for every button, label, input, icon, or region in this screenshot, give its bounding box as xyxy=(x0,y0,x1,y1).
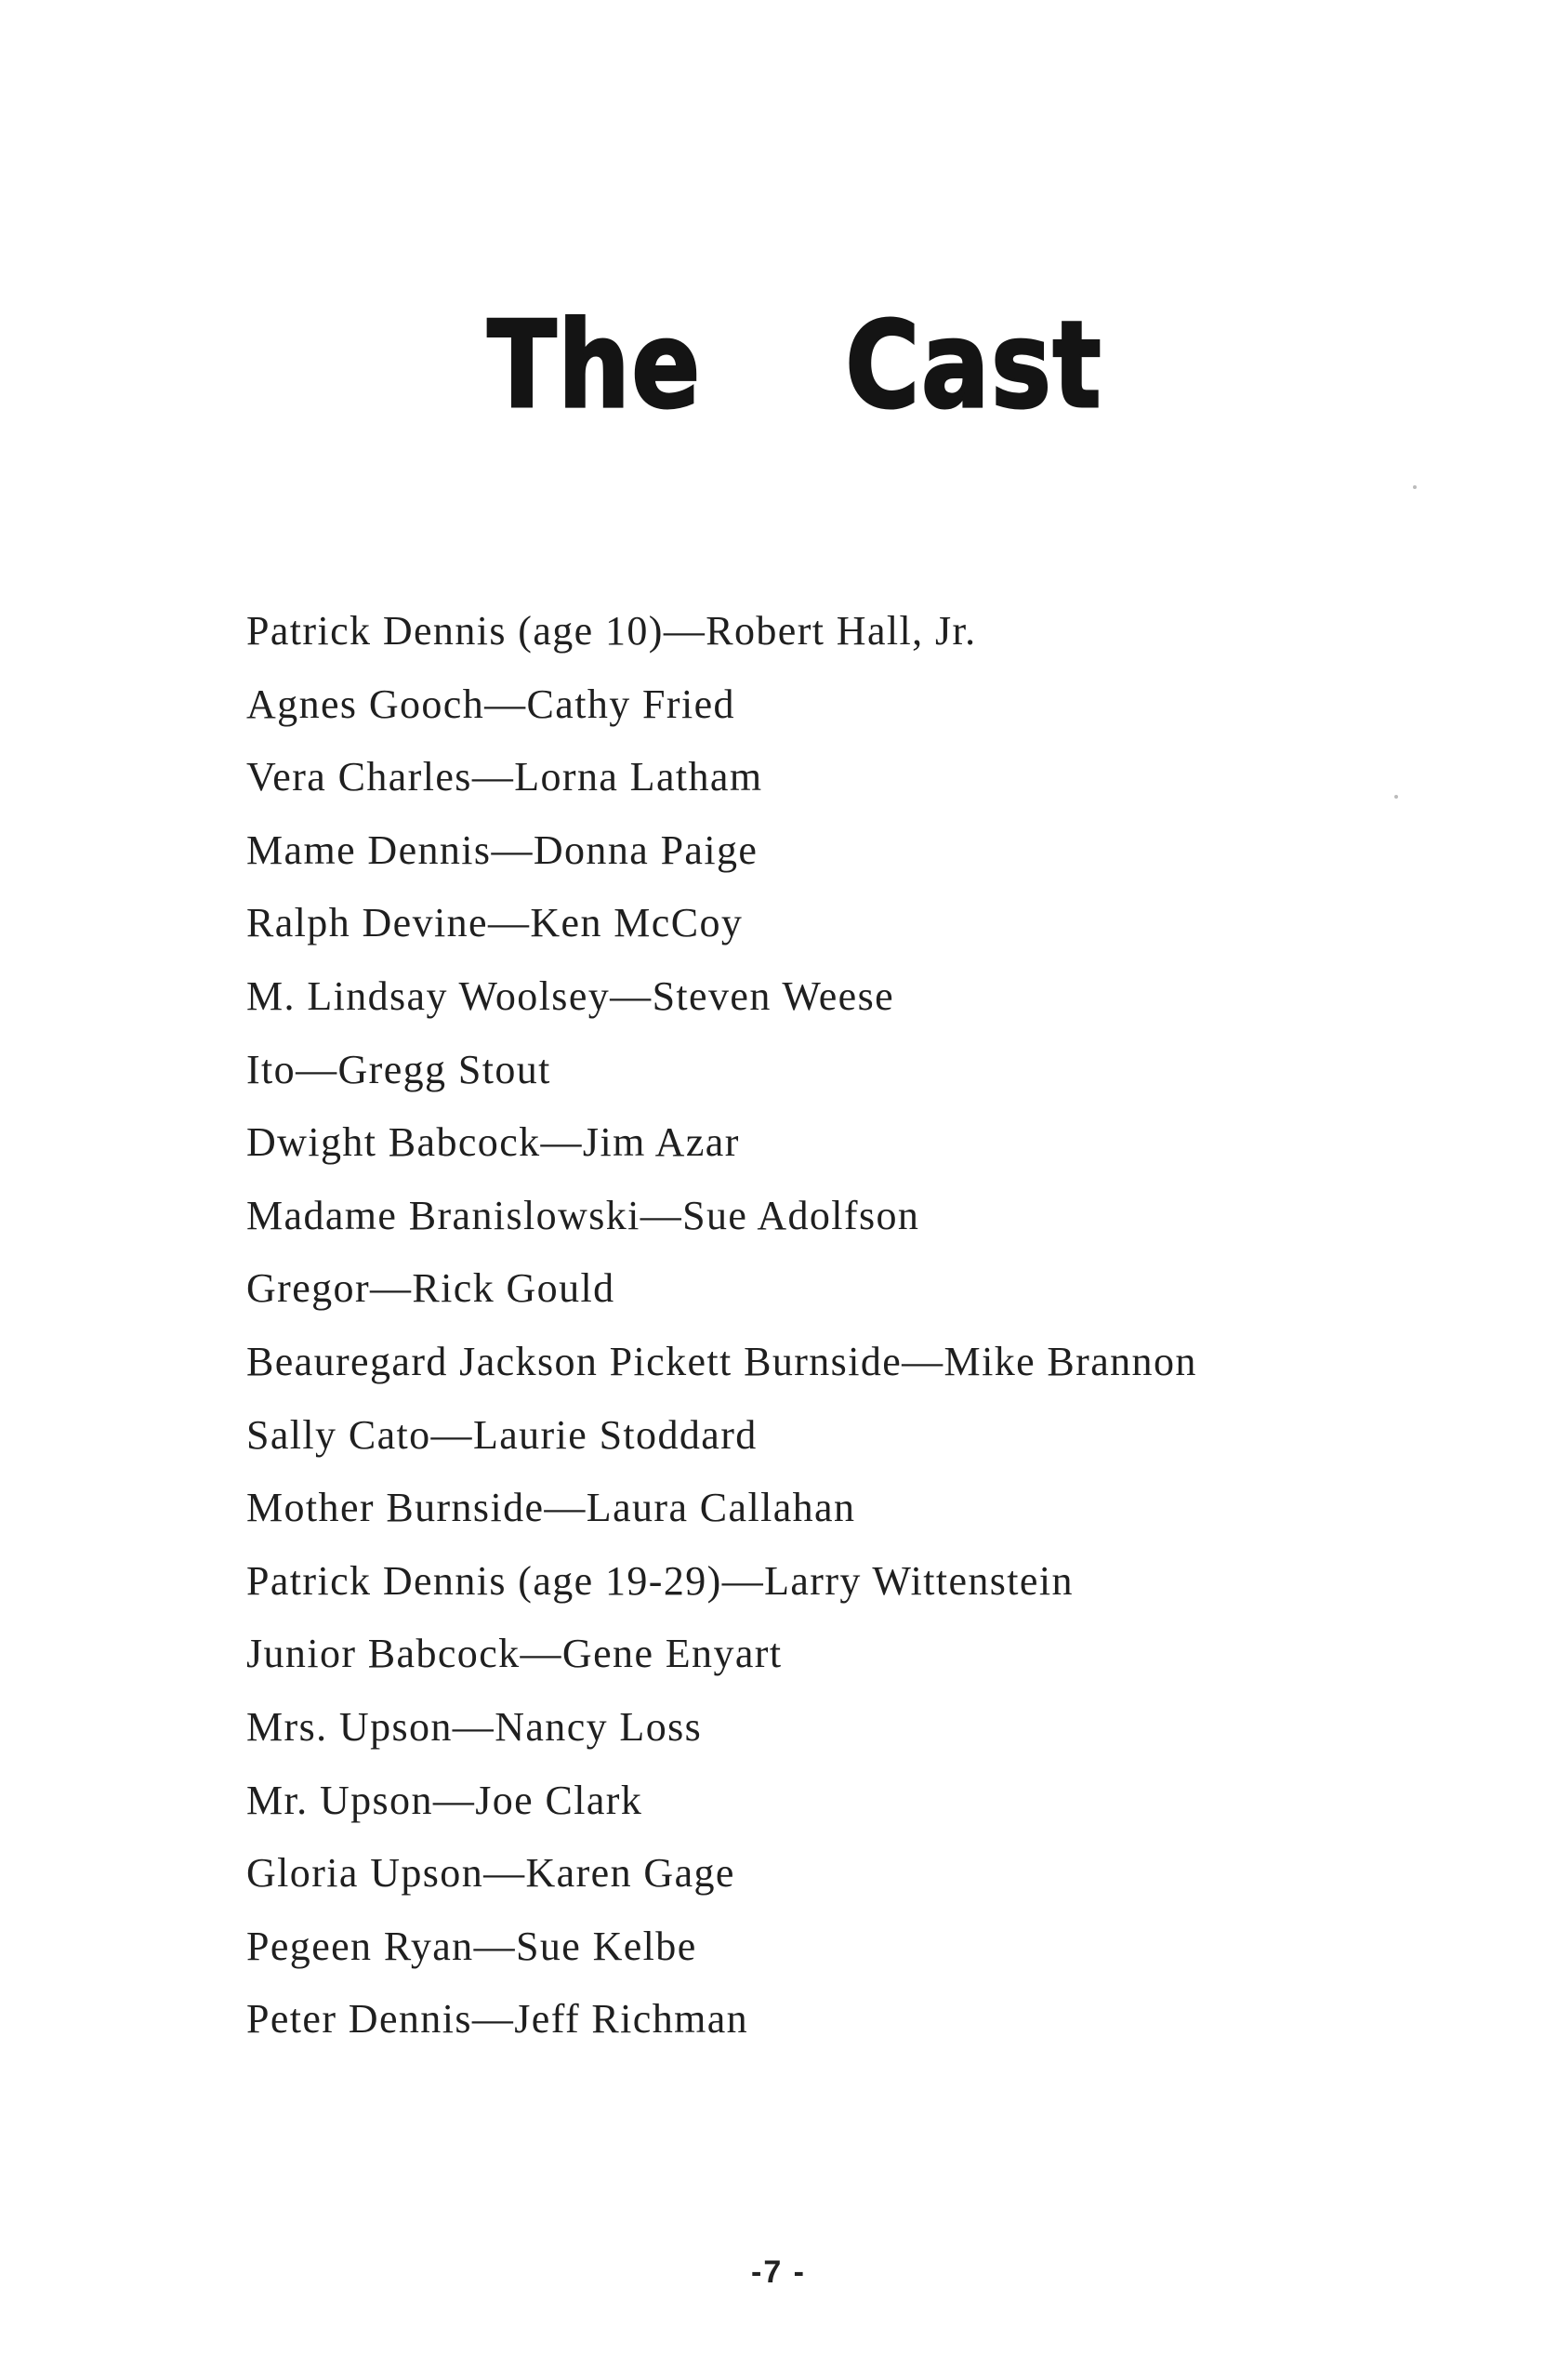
cast-entry: Agnes Gooch—Cathy Fried xyxy=(246,681,735,727)
cast-entry: Ralph Devine—Ken McCoy xyxy=(246,900,744,946)
cast-entry: Vera Charles—Lorna Latham xyxy=(246,754,763,800)
cast-entry: Mother Burnside—Laura Callahan xyxy=(246,1485,856,1531)
page-title xyxy=(0,297,1557,456)
title-word-the: The xyxy=(487,297,702,435)
cast-entry: M. Lindsay Woolsey—Steven Weese xyxy=(246,972,895,1019)
cast-entry: Beauregard Jackson Pickett Burnside—Mike Brannon xyxy=(246,1338,1197,1384)
cast-entry: Sally Cato—Laurie Stoddard xyxy=(246,1411,758,1458)
cast-entry: Gloria Upson—Karen Gage xyxy=(246,1850,735,1897)
cast-entry: Pegeen Ryan—Sue Kelbe xyxy=(246,1923,697,1969)
paper-speck xyxy=(1413,485,1417,489)
cast-entry: Peter Dennis—Jeff Richman xyxy=(246,1996,749,2043)
cast-entry: Mr. Upson—Joe Clark xyxy=(246,1777,643,1823)
cast-entry: Patrick Dennis (age 19-29)—Larry Wittenstein xyxy=(246,1557,1074,1604)
cast-entry: Patrick Dennis (age 10)—Robert Hall, Jr. xyxy=(246,608,977,654)
title-word-cast: Cast xyxy=(845,297,1103,435)
cast-entry: Ito—Gregg Stout xyxy=(246,1046,551,1092)
cast-entry: Mame Dennis—Donna Paige xyxy=(246,826,759,873)
cast-entry: Mrs. Upson—Nancy Loss xyxy=(246,1703,703,1750)
paper-speck xyxy=(1394,795,1398,799)
cast-entry: Dwight Babcock—Jim Azar xyxy=(246,1119,740,1166)
cast-list xyxy=(246,595,1455,2056)
cast-entry: Junior Babcock—Gene Enyart xyxy=(246,1631,783,1677)
cast-entry: Madame Branislowski—Sue Adolfson xyxy=(246,1192,920,1238)
cast-entry: Gregor—Rick Gould xyxy=(246,1265,615,1312)
page-number: -7 - xyxy=(751,2254,806,2290)
